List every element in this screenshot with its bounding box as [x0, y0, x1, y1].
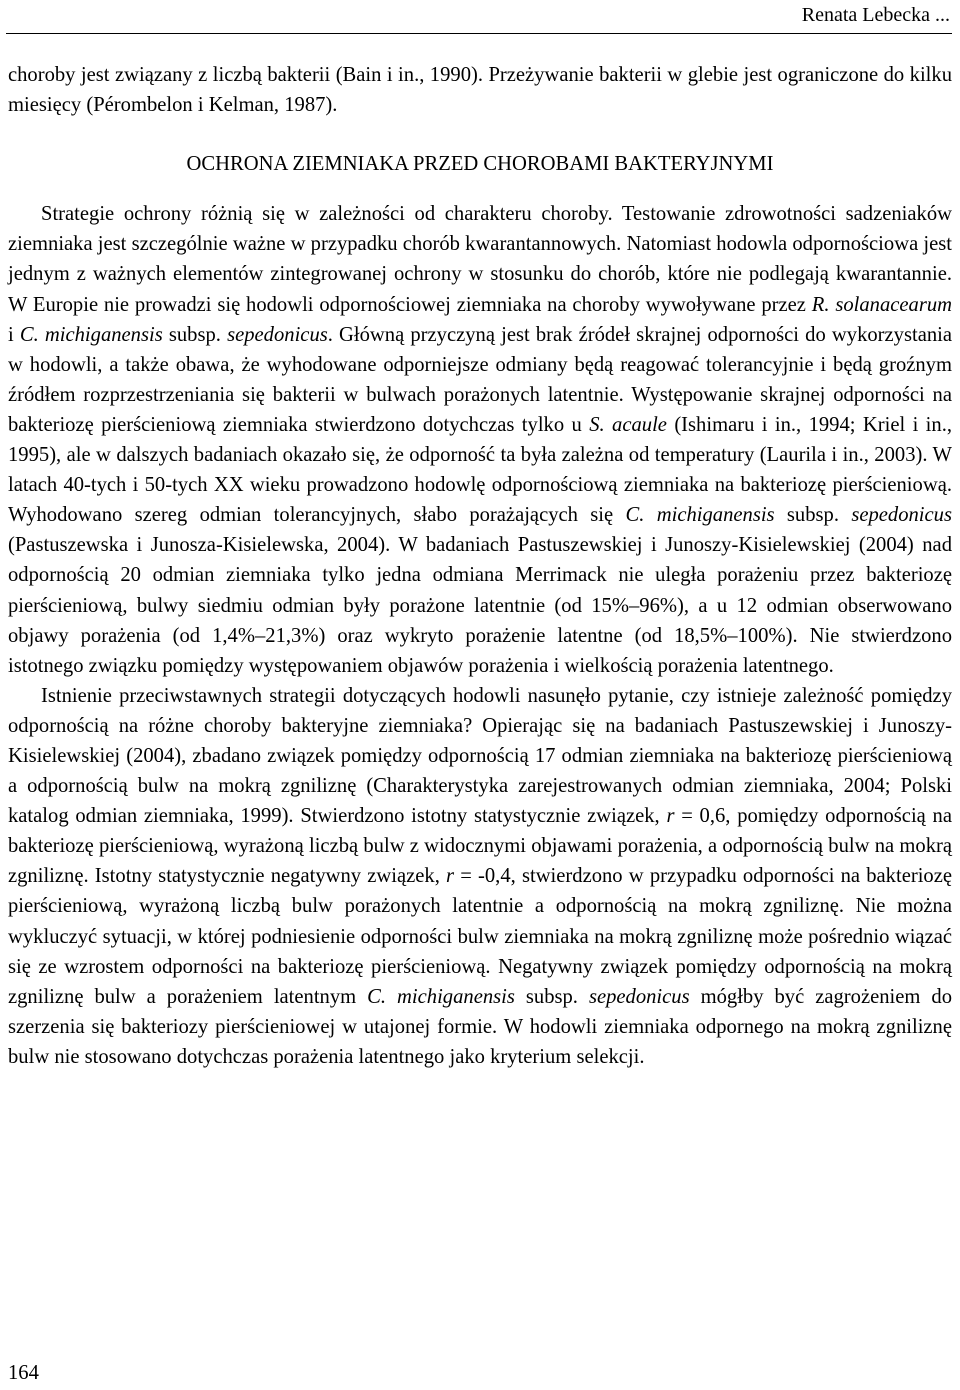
- text-run: = 0,6, pomiędzy odpornością na bakteriozę pierścieniową, wyrażoną liczbą bulw z widocznymi objawami porażenia, a odpornością bulw na mokrą zgniliznę. Istotny statystycznie negatywny związek,: [8, 805, 952, 888]
- section-heading: OCHRONA ZIEMNIAKA PRZED CHOROBAMI BAKTERYJNYMI: [186, 153, 774, 176]
- text-run: choroby jest związany z liczbą bakterii (Bain i in., 1990). Przeżywanie bakterii w glebie jest ograniczone do kilku miesięcy (Pérombelon i Kelman, 1987).: [8, 64, 952, 117]
- italic-term: R. solanacearum: [811, 293, 953, 316]
- header-rule: [6, 33, 952, 34]
- text-run: subsp.: [514, 985, 589, 1008]
- text-run: . Główną przyczyną jest brak źródeł skrajnej odporności do wykorzystania w hodowli, a także obawa, że wyhodowane odporniejsze odmiany będą reagować tolerancyjnie i będą groźnym źródłem rozprzestrzeniania się bakterii w bulwach porażonych latentnie. Występowanie skrajnej odporności na bakteriozę pierścieniową ziemniaka stwierdzono dotychczas tylko u: [8, 323, 952, 436]
- italic-term: sepedonicus: [588, 985, 690, 1008]
- italic-term: r: [666, 805, 675, 828]
- paragraph-2: [8, 199, 952, 681]
- italic-term: sepedonicus: [851, 504, 952, 527]
- text-run: (Ishimaru i in., 1994; Kriel i in., 1995), ale w dalszych badaniach okazało się, że odporność ta była zależna od temperatury (Laurila i in., 2003). W latach 40-tych i 50-tych XX wieku prowadzono hodowlę odpornościową ziemniaka na bakteriozę pierścieniową. Wyhodowano szereg odmian tolerancyjnych, słabo porażających się: [8, 413, 952, 527]
- paragraph-3: [8, 681, 952, 1072]
- italic-term: C. michiganensis: [625, 504, 775, 527]
- text-run: Istnienie przeciwstawnych strategii dotyczących hodowli nasunęło pytanie, czy istnieje zależność pomiędzy odpornością na różne choroby bakteryjne ziemniaka? Opierając się na badaniach Pastuszewskiej i Junoszy-Kisielewskiej (2004), zbadano związek pomiędzy odpornością 17 odmian ziemniaka na bakteriozę pierścieniową a odpornością bulw na mokrą zgniliznę (Charakterystyka zarejestrowanych odmian ziemniaka, 2004; Polski katalog odmian ziemniaka, 1999). Stwierdzono istotny statystycznie związek,: [8, 684, 952, 828]
- text-run: Strategie ochrony różnią się w zależności od charakteru choroby. Testowanie zdrowotności sadzeniaków ziemniaka jest szczególnie ważne w przypadku chorób kwarantannowych. Natomiast hodowla odpornościowa jest jednym z ważnych elementów zintegrowanej ochrony w stosunku do chorób, które nie podlegają kwarantannie. W Europie nie prowadzi się hodowli odpornościowej ziemniaka na choroby wywoływane przez: [8, 203, 952, 316]
- italic-term: C. michiganensis: [19, 323, 163, 346]
- italic-term: S. acaule: [589, 413, 667, 436]
- italic-term: sepedonicus: [227, 323, 328, 346]
- italic-term: r: [446, 865, 455, 888]
- text-run: subsp.: [162, 323, 228, 346]
- article-body: [8, 60, 952, 1072]
- running-header: Renata Lebecka ...: [801, 4, 950, 26]
- text-run: = -0,4, stwierdzono w przypadku odporności na bakteriozę pierścieniową, wyrażoną liczbą bulw porażonych latentnie a odpornością na mokrą zgniliznę. Nie można wykluczyć sytuacji, w której podniesienie odporności bulw ziemniaka na mokrą zgniliznę może pośrednio wiązać się ze wzrostem odporności na bakteriozę pierścieniową. Negatywny związek pomiędzy odpornością na mokrą zgniliznę bulw a porażeniem latentnym: [8, 865, 952, 1008]
- text-run: (Pastuszewska i Junosza-Kisielewska, 2004). W badaniach Pastuszewskiej i Junoszy-Kisielewskiej (2004) nad odpornością 20 odmian ziemniaka tylko jedna odmiana Merrimack nie uległa porażeniu przez bakteriozę pierścieniową, bulwy siedmiu odmian były porażone latentnie (od 15%–96%), a u 12 odmian obserwowano objawy porażenia (od 1,4%–21,3%) oraz wykryto porażenie latentne (od 18,5%–100%). Nie stwierdzono istotnego związku pomiędzy występowaniem objawów porażenia i wielkością porażenia latentnego.: [8, 534, 952, 677]
- text-run: mógłby być zagrożeniem do szerzenia się bakteriozy pierścieniowej w utajonej formie. W hodowli ziemniaka odpornego na mokrą zgniliznę bulw nie stosowano dotychczas porażenia latentnego jako kryterium selekcji.: [8, 985, 952, 1068]
- italic-term: C. michiganensis: [367, 985, 515, 1008]
- text-run: i: [8, 323, 20, 346]
- paragraph-1: [8, 60, 952, 120]
- page-number: 164: [8, 1362, 39, 1384]
- text-run: subsp.: [774, 504, 852, 527]
